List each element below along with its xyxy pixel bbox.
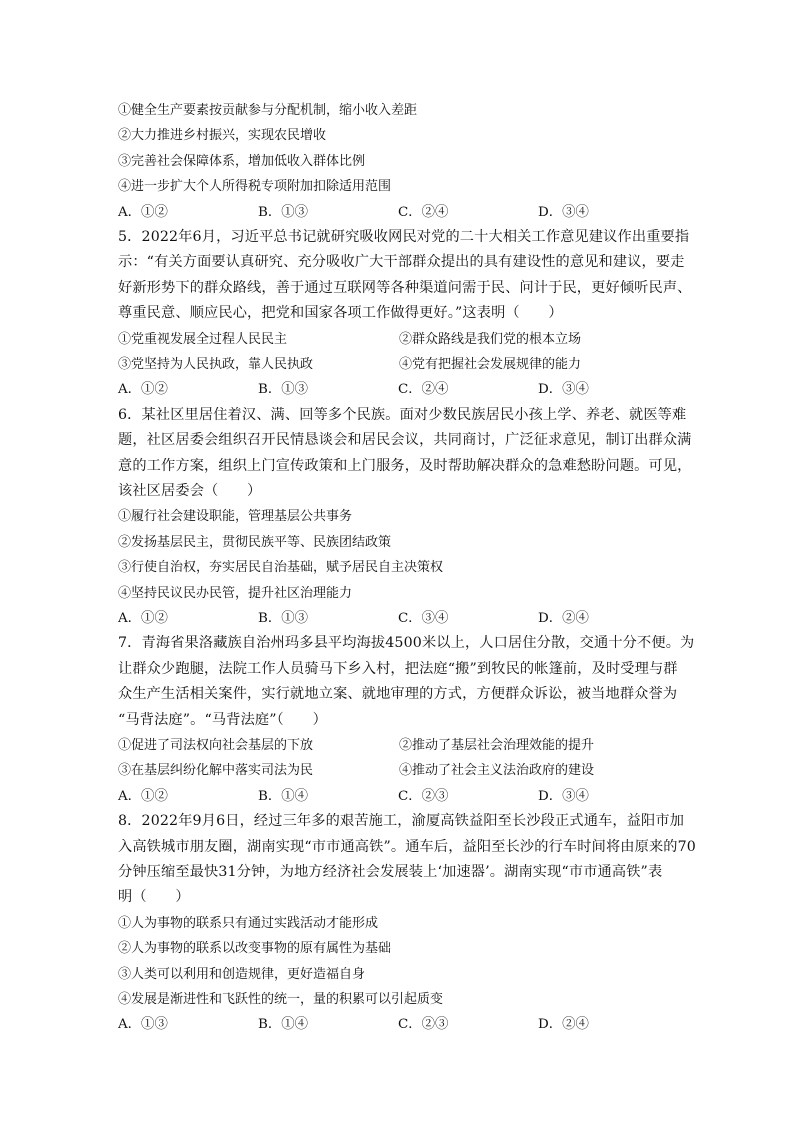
choice-a: A．①②: [118, 788, 168, 804]
question-stem-line: 8．2022年9月6日，经过三年多的艰苦施工，渝厦高铁益阳至长沙段正式通车，益阳市加: [118, 813, 685, 830]
option-item: ②发扬基层民主，贯彻民族平等、民族团结政策: [118, 534, 392, 550]
answer-choices: [118, 200, 680, 225]
option-item: ③完善社会保障体系，增加低收入群体比例: [118, 153, 366, 169]
option-item: ③党坚持为人民执政，靠人民执政: [118, 356, 314, 372]
question-stem-line: 众生产生活相关案件，实行就地立案、就地审理的方式，方便群众诉讼，被当地群众誉为: [118, 686, 678, 703]
choice-a: A．①②: [118, 204, 168, 220]
question-5: [118, 225, 692, 403]
option-item: ①履行社会建设职能，管理基层公共事务: [118, 509, 353, 525]
choice-b: B．①④: [258, 1017, 309, 1033]
choice-a: A．①②: [118, 382, 168, 398]
question-stem-line: 分钟压缩至最快31分钟，为地方经济社会发展装上‘加速器’。湖南实现“市市通高铁”表: [118, 863, 663, 880]
answer-choices: [118, 606, 680, 631]
choice-d: D．②④: [538, 610, 589, 626]
option-item: ③在基层纠纷化解中落实司法为民: [118, 763, 314, 779]
option-item: ②人为事物的联系以改变事物的原有属性为基础: [118, 941, 392, 957]
option-item: ①人为事物的联系只有通过实践活动才能形成: [118, 915, 379, 931]
option-item: ①促进了司法权向社会基层的下放: [118, 737, 314, 753]
choice-d: D．③④: [538, 204, 589, 220]
option-item: ①健全生产要素按贡献参与分配机制，缩小收入差距: [118, 103, 418, 118]
choice-b: B．①③: [258, 204, 309, 220]
option-item: ③人类可以利用和创造规律，更好造福自身: [118, 966, 366, 982]
option-item: ②推动了基层社会治理效能的提升: [399, 737, 595, 753]
answer-choices: [118, 784, 680, 809]
question-stem-line: 5．2022年6月，习近平总书记就研究吸收网民对党的二十大相关工作意见建议作出重要指: [118, 228, 690, 245]
exam-page: [118, 98, 696, 1038]
choice-c: C．②④: [398, 382, 449, 398]
answer-choices: [118, 377, 680, 402]
option-item: ④推动了社会主义法治政府的建设: [399, 763, 595, 779]
question-stem-line: 示：“有关方面要认真研究、充分吸收广大干部群众提出的具有建设性的意见和建议，要走: [118, 254, 685, 271]
option-item: ④坚持民议民办民管，提升社区治理能力: [118, 585, 353, 601]
question-stem-line: 入高铁城市朋友圈，湖南实现“市市通高铁”。通车后，益阳至长沙的行车时间将由原来的70: [118, 838, 696, 855]
option-item: ④党有把握社会发展规律的能力: [399, 356, 582, 372]
option-row: [118, 758, 680, 783]
question-4: [118, 98, 680, 225]
option-row: [118, 733, 680, 758]
question-stem-line: 7．青海省果洛藏族自治州玛多县平均海拔4500米以上，人口居住分散，交通十分不便。为: [118, 635, 695, 652]
question-stem-line: 该社区居委会（ ）: [118, 482, 262, 499]
choice-c: C．②④: [398, 204, 449, 220]
choice-d: D．②④: [538, 1017, 589, 1033]
choice-b: B．①④: [258, 788, 309, 804]
question-7: [118, 631, 695, 809]
question-8: [118, 809, 696, 1038]
option-item: ③行使自治权，夯实居民自治基础，赋予居民自主决策权: [118, 560, 444, 576]
question-stem-line: 6．某社区里居住着汉、满、回等多个民族。面对少数民族居民小孩上学、养老、就医等难: [118, 406, 687, 423]
choice-d: D．③④: [538, 382, 589, 398]
option-item: ①党重视发展全过程人民民主: [118, 331, 288, 347]
choice-a: A．①③: [118, 1017, 168, 1033]
option-item: ②群众路线是我们党的根本立场: [399, 331, 582, 347]
option-item: ④发展是渐进性和飞跃性的统一，量的积累可以引起质变: [118, 991, 444, 1007]
question-stem-line: 让群众少跑腿，法院工作人员骑马下乡入村，把法庭“搬”到牧民的帐篷前，及时受理与群: [118, 660, 678, 677]
question-stem-line: 好新形势下的群众路线，善于通过互联网等各种渠道问需于民、问计于民，更好倾听民声、: [118, 279, 692, 296]
option-item: ④进一步扩大个人所得税专项附加扣除适用范围: [118, 179, 392, 195]
question-stem-line: “马背法庭”。“马背法庭”（ ）: [118, 711, 327, 728]
choice-d: D．③④: [538, 788, 589, 804]
question-stem-line: 尊重民意、顺应民心，把党和国家各项工作做得更好。”这表明（ ）: [118, 305, 563, 322]
question-stem-line: 题，社区居委会组织召开民情恳谈会和居民会议，共同商讨，广泛征求意见，制订出群众满: [118, 432, 692, 449]
answer-choices: [118, 1012, 680, 1037]
choice-b: B．①③: [258, 610, 309, 626]
choice-b: B．①③: [258, 382, 309, 398]
choice-c: C．②③: [398, 788, 449, 804]
question-stem-line: 明（ ）: [118, 889, 190, 906]
choice-c: C．③④: [398, 610, 449, 626]
question-stem-line: 意的工作方案，组织上门宣传政策和上门服务，及时帮助解决群众的急难愁盼问题。可见，: [118, 457, 692, 474]
choice-c: C．②③: [398, 1017, 449, 1033]
question-6: [118, 403, 692, 632]
option-row: [118, 327, 680, 352]
option-row: [118, 352, 680, 377]
option-item: ②大力推进乡村振兴，实现农民增收: [118, 128, 327, 144]
choice-a: A．①②: [118, 610, 168, 626]
